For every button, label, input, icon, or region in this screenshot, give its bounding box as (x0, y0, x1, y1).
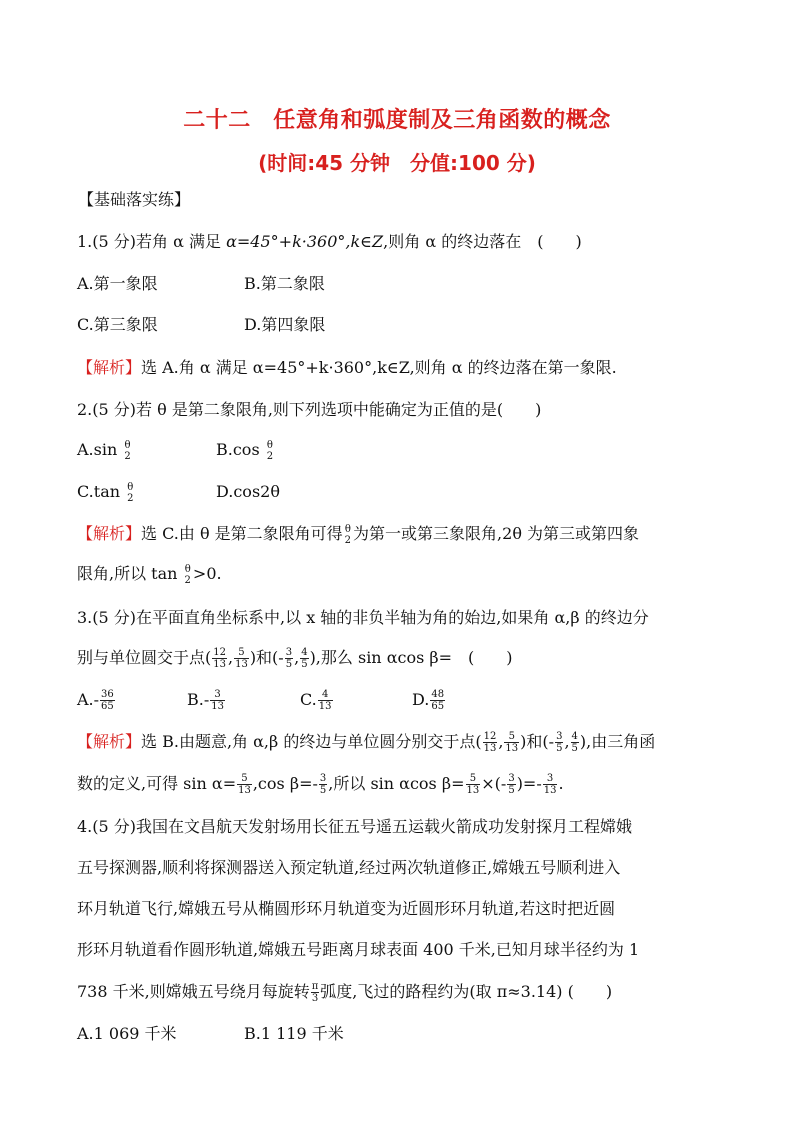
fraction: θ 2 (127, 481, 134, 504)
question-3-stem-line-1: 3.(5 分)在平面直角坐标系中,以 x 轴的非负半轴为角的始边,如果角 α,β 的终边分 (77, 608, 649, 627)
section-heading: 【基础落实练】 (78, 190, 191, 209)
q3-option-c: C. $\frac{4}{13}$ (300, 689, 332, 712)
q1-option-a: A.第一象限 (77, 274, 158, 293)
fraction: $\frac{5}{13}$ (505, 731, 519, 754)
fraction: $\frac{5}{13}$ (235, 647, 248, 670)
question-4-line-2: 五号探测器,顺利将探测器送入预定轨道,经过两次轨道修正,嫦娥五号顺利进入 (77, 858, 621, 877)
fraction: θ 2 (124, 439, 131, 462)
question-2-stem: 2.(5 分)若 θ 是第二象限角,则下列选项中能确定为正值的是( ) (77, 400, 542, 419)
q1-solution: 【解析】选 A.角 α 满足 α=45°+k·360°,k∈Z,则角 α 的终边落在第一象限. (77, 358, 617, 377)
question-4-line-1: 4.(5 分)我国在文昌航天发射场用长征五号遥五运载火箭成功发射探月工程嫦娥 (77, 817, 633, 836)
q2-option-b: B.cos θ 2 (216, 439, 274, 462)
q2-option-a: A.sin θ 2 (77, 439, 131, 462)
fraction: $\frac{3}{5}$ (319, 773, 327, 796)
fraction: $\frac{48}{65}$ (431, 689, 445, 712)
question-1-stem: 1.(5 分)若角 α 满足 α=45°+k·360°,k∈Z,则角 α 的终边落在 ( ) (77, 232, 582, 251)
q1-option-c: C.第三象限 (77, 315, 158, 334)
q3-solution-line-2: 数的定义,可得 sin α= $\frac{5}{13}$ ,cos β=- $\frac{3}{5}$ ,所以 sin αcos β= $\frac{5}{13}$ ×(- $\frac{3}{5}$ )=- $\frac{3}{13}$ . (77, 773, 564, 796)
fraction: $\frac{3}{5}$ (285, 647, 293, 670)
q2-option-d: D.cos2θ (216, 482, 280, 501)
fraction: $\frac{12}{13}$ (483, 731, 497, 754)
q4-option-a: A.1 069 千米 (77, 1024, 177, 1043)
fraction: $\frac{4}{13}$ (318, 689, 332, 712)
fraction: $\frac{4}{5}$ (301, 647, 308, 670)
page-subtitle: (时间:45 分钟 分值:100 分) (258, 151, 536, 175)
fraction: θ 2 (344, 523, 352, 546)
fraction: $\frac{3}{13}$ (543, 773, 557, 796)
q2-option-c: C.tan θ 2 (77, 481, 134, 504)
q1-option-d: D.第四象限 (244, 315, 326, 334)
q1-option-b: B.第二象限 (244, 274, 325, 293)
fraction: θ 2 (266, 439, 274, 462)
question-3-stem-line-2: 别与单位圆交于点( $\frac{12}{13}$ , $\frac{5}{13}$ )和(- $\frac{3}{5}$ , $\frac{4}{5}$ ),那么 sin αcos β= ( ) (77, 647, 513, 670)
fraction: $\frac{3}{5}$ (556, 731, 563, 754)
page-title: 二十二 任意角和弧度制及三角函数的概念 (183, 108, 611, 133)
fraction: $\frac{4}{5}$ (571, 731, 578, 754)
q3-solution-line-1: 【解析】选 B.由题意,角 α,β 的终边与单位圆分别交于点( $\frac{12}{13}$ , $\frac{5}{13}$ )和(- $\frac{3}{5}$ , $\frac{4}{5}$ ),由三角函 (77, 731, 656, 754)
q3-option-a: A.- $\frac{36}{65}$ (77, 689, 114, 712)
fraction: θ 2 (184, 563, 191, 586)
question-4-line-4: 形环月轨道看作圆形轨道,嫦娥五号距离月球表面 400 千米,已知月球半径约为 1 (77, 940, 640, 959)
question-4-line-5: 738 千米,则嫦娥五号绕月每旋转 $\frac{\pi}{3}$ 弧度,飞过的路程约为(取 π≈3.14) ( ) (77, 981, 613, 1004)
solution-tag: 【解析】 (77, 358, 142, 377)
q2-solution-line-2: 限角,所以 tan θ 2 >0. (77, 563, 222, 586)
q4-option-b: B.1 119 千米 (244, 1024, 344, 1043)
solution-tag: 【解析】 (77, 524, 142, 543)
fraction: $\frac{\pi}{3}$ (311, 981, 319, 1004)
fraction: $\frac{3}{5}$ (508, 773, 515, 796)
fraction: $\frac{12}{13}$ (213, 647, 226, 670)
solution-tag: 【解析】 (77, 732, 142, 751)
q3-option-b: B.- $\frac{3}{13}$ (187, 689, 224, 712)
fraction: $\frac{36}{65}$ (101, 689, 114, 712)
fraction: $\frac{5}{13}$ (238, 773, 251, 796)
q2-solution-line-1: 【解析】选 C.由 θ 是第二象限角可得 θ 2 为第一或第三象限角,2θ 为第三或第四象 (77, 523, 640, 546)
question-4-line-3: 环月轨道飞行,嫦娥五号从椭圆形环月轨道变为近圆形环月轨道,若这时把近圆 (77, 899, 616, 918)
q3-option-d: D. $\frac{48}{65}$ (412, 689, 445, 712)
fraction: $\frac{5}{13}$ (466, 773, 480, 796)
fraction: $\frac{3}{13}$ (211, 689, 224, 712)
